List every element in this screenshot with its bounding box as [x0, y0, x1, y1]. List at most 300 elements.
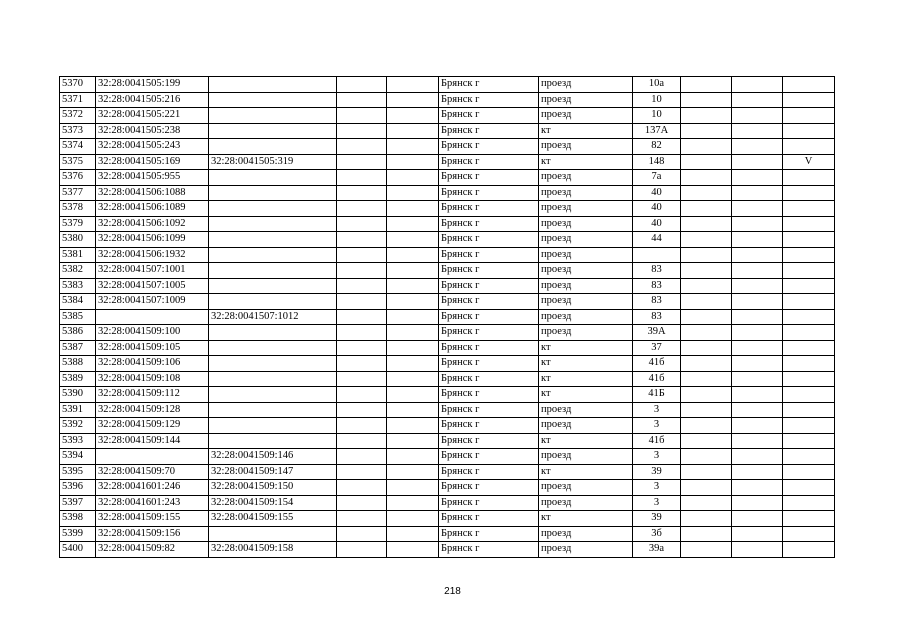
empty-cell: [337, 464, 387, 480]
street-type-cell: проезд: [539, 185, 633, 201]
related-cadastral-number-cell: [209, 356, 337, 372]
related-cadastral-number-cell: [209, 201, 337, 217]
related-cadastral-number-cell: [209, 139, 337, 155]
table-row: [60, 325, 835, 341]
cadastral-number-cell: 32:28:0041509:128: [96, 402, 209, 418]
table-row: [60, 433, 835, 449]
empty-cell: [387, 294, 439, 310]
empty-cell: [732, 278, 783, 294]
empty-cell: [681, 108, 732, 124]
empty-cell: [681, 480, 732, 496]
city-cell: Брянск г: [439, 139, 539, 155]
city-cell: Брянск г: [439, 325, 539, 341]
house-number-cell: 3: [633, 495, 681, 511]
related-cadastral-number-cell: 32:28:0041509:154: [209, 495, 337, 511]
mark-cell: [783, 526, 835, 542]
mark-cell: [783, 77, 835, 93]
cadastral-number-cell: 32:28:0041601:243: [96, 495, 209, 511]
mark-cell: [783, 92, 835, 108]
cadastral-number-cell: 32:28:0041509:100: [96, 325, 209, 341]
cadastral-number-cell: 32:28:0041505:238: [96, 123, 209, 139]
row-number-cell: 5392: [60, 418, 96, 434]
empty-cell: [681, 77, 732, 93]
row-number-cell: 5394: [60, 449, 96, 465]
related-cadastral-number-cell: [209, 340, 337, 356]
related-cadastral-number-cell: 32:28:0041507:1012: [209, 309, 337, 325]
empty-cell: [387, 92, 439, 108]
empty-cell: [732, 139, 783, 155]
table-row: [60, 418, 835, 434]
cadastral-number-cell: 32:28:0041509:156: [96, 526, 209, 542]
empty-cell: [732, 247, 783, 263]
empty-cell: [681, 139, 732, 155]
related-cadastral-number-cell: [209, 371, 337, 387]
cadastral-number-cell: 32:28:0041509:106: [96, 356, 209, 372]
empty-cell: [681, 170, 732, 186]
street-type-cell: проезд: [539, 309, 633, 325]
related-cadastral-number-cell: [209, 387, 337, 403]
empty-cell: [337, 185, 387, 201]
table-row: [60, 154, 835, 170]
street-type-cell: проезд: [539, 278, 633, 294]
house-number-cell: 40: [633, 216, 681, 232]
city-cell: Брянск г: [439, 247, 539, 263]
empty-cell: [732, 371, 783, 387]
empty-cell: [337, 433, 387, 449]
city-cell: Брянск г: [439, 92, 539, 108]
cadastral-number-cell: 32:28:0041505:169: [96, 154, 209, 170]
city-cell: Брянск г: [439, 526, 539, 542]
cadastral-number-cell: 32:28:0041505:199: [96, 77, 209, 93]
empty-cell: [732, 356, 783, 372]
mark-cell: [783, 433, 835, 449]
table-row: [60, 495, 835, 511]
row-number-cell: 5397: [60, 495, 96, 511]
table-row: [60, 340, 835, 356]
empty-cell: [681, 418, 732, 434]
street-type-cell: проезд: [539, 232, 633, 248]
house-number-cell: 137А: [633, 123, 681, 139]
related-cadastral-number-cell: [209, 232, 337, 248]
empty-cell: [387, 542, 439, 558]
house-number-cell: 10: [633, 108, 681, 124]
house-number-cell: 3б: [633, 526, 681, 542]
table-row: [60, 371, 835, 387]
empty-cell: [337, 449, 387, 465]
empty-cell: [387, 526, 439, 542]
empty-cell: [387, 278, 439, 294]
empty-cell: [387, 495, 439, 511]
house-number-cell: 40: [633, 201, 681, 217]
house-number-cell: 3: [633, 449, 681, 465]
row-number-cell: 5389: [60, 371, 96, 387]
row-number-cell: 5390: [60, 387, 96, 403]
related-cadastral-number-cell: 32:28:0041509:146: [209, 449, 337, 465]
cadastral-number-cell: 32:28:0041506:1932: [96, 247, 209, 263]
row-number-cell: 5375: [60, 154, 96, 170]
empty-cell: [732, 480, 783, 496]
related-cadastral-number-cell: 32:28:0041505:319: [209, 154, 337, 170]
empty-cell: [387, 170, 439, 186]
house-number-cell: 83: [633, 278, 681, 294]
table-row: [60, 263, 835, 279]
related-cadastral-number-cell: [209, 418, 337, 434]
city-cell: Брянск г: [439, 402, 539, 418]
street-type-cell: проезд: [539, 216, 633, 232]
mark-cell: [783, 325, 835, 341]
table-row: [60, 387, 835, 403]
related-cadastral-number-cell: [209, 402, 337, 418]
mark-cell: [783, 480, 835, 496]
house-number-cell: 39: [633, 464, 681, 480]
related-cadastral-number-cell: [209, 216, 337, 232]
street-type-cell: проезд: [539, 139, 633, 155]
empty-cell: [387, 480, 439, 496]
mark-cell: [783, 464, 835, 480]
table-row: [60, 480, 835, 496]
house-number-cell: 41б: [633, 371, 681, 387]
city-cell: Брянск г: [439, 387, 539, 403]
empty-cell: [732, 464, 783, 480]
city-cell: Брянск г: [439, 418, 539, 434]
street-type-cell: проезд: [539, 526, 633, 542]
empty-cell: [337, 526, 387, 542]
empty-cell: [732, 170, 783, 186]
mark-cell: [783, 185, 835, 201]
cadastral-number-cell: [96, 309, 209, 325]
street-type-cell: проезд: [539, 170, 633, 186]
city-cell: Брянск г: [439, 216, 539, 232]
related-cadastral-number-cell: [209, 263, 337, 279]
empty-cell: [732, 495, 783, 511]
city-cell: Брянск г: [439, 123, 539, 139]
table-row: [60, 356, 835, 372]
house-number-cell: 3: [633, 480, 681, 496]
mark-cell: [783, 402, 835, 418]
empty-cell: [387, 77, 439, 93]
table-row: [60, 185, 835, 201]
house-number-cell: 83: [633, 309, 681, 325]
house-number-cell: 82: [633, 139, 681, 155]
empty-cell: [681, 278, 732, 294]
empty-cell: [681, 247, 732, 263]
table-row: [60, 201, 835, 217]
house-number-cell: [633, 247, 681, 263]
empty-cell: [337, 340, 387, 356]
related-cadastral-number-cell: [209, 247, 337, 263]
mark-cell: [783, 309, 835, 325]
related-cadastral-number-cell: [209, 294, 337, 310]
mark-cell: [783, 371, 835, 387]
empty-cell: [387, 418, 439, 434]
cadastral-number-cell: 32:28:0041509:105: [96, 340, 209, 356]
row-number-cell: 5372: [60, 108, 96, 124]
row-number-cell: 5383: [60, 278, 96, 294]
house-number-cell: 3: [633, 402, 681, 418]
empty-cell: [732, 77, 783, 93]
street-type-cell: проезд: [539, 418, 633, 434]
cadastral-number-cell: 32:28:0041505:221: [96, 108, 209, 124]
street-type-cell: проезд: [539, 77, 633, 93]
cadastral-number-cell: 32:28:0041509:82: [96, 542, 209, 558]
city-cell: Брянск г: [439, 480, 539, 496]
empty-cell: [337, 170, 387, 186]
empty-cell: [387, 247, 439, 263]
empty-cell: [337, 402, 387, 418]
empty-cell: [732, 433, 783, 449]
empty-cell: [387, 309, 439, 325]
street-type-cell: проезд: [539, 92, 633, 108]
cadastral-number-cell: 32:28:0041506:1092: [96, 216, 209, 232]
mark-cell: [783, 387, 835, 403]
city-cell: Брянск г: [439, 232, 539, 248]
empty-cell: [732, 325, 783, 341]
city-cell: Брянск г: [439, 495, 539, 511]
mark-cell: [783, 247, 835, 263]
table-row: [60, 511, 835, 527]
street-type-cell: кт: [539, 511, 633, 527]
mark-cell: [783, 449, 835, 465]
city-cell: Брянск г: [439, 356, 539, 372]
mark-cell: [783, 294, 835, 310]
row-number-cell: 5379: [60, 216, 96, 232]
empty-cell: [681, 123, 732, 139]
empty-cell: [387, 340, 439, 356]
table-row: [60, 402, 835, 418]
empty-cell: [387, 232, 439, 248]
empty-cell: [337, 77, 387, 93]
empty-cell: [387, 433, 439, 449]
row-number-cell: 5399: [60, 526, 96, 542]
row-number-cell: 5400: [60, 542, 96, 558]
city-cell: Брянск г: [439, 340, 539, 356]
city-cell: Брянск г: [439, 154, 539, 170]
house-number-cell: 10: [633, 92, 681, 108]
empty-cell: [681, 216, 732, 232]
related-cadastral-number-cell: [209, 325, 337, 341]
mark-cell: [783, 340, 835, 356]
cadastral-number-cell: 32:28:0041507:1009: [96, 294, 209, 310]
table-row: [60, 526, 835, 542]
cadastral-number-cell: 32:28:0041506:1099: [96, 232, 209, 248]
table-row: [60, 92, 835, 108]
row-number-cell: 5380: [60, 232, 96, 248]
table-body: [60, 77, 835, 558]
empty-cell: [681, 325, 732, 341]
table-row: [60, 108, 835, 124]
city-cell: Брянск г: [439, 433, 539, 449]
empty-cell: [337, 325, 387, 341]
table-row: [60, 216, 835, 232]
cadastral-number-cell: 32:28:0041509:112: [96, 387, 209, 403]
row-number-cell: 5398: [60, 511, 96, 527]
row-number-cell: 5370: [60, 77, 96, 93]
street-type-cell: кт: [539, 387, 633, 403]
empty-cell: [732, 232, 783, 248]
cadastral-number-cell: 32:28:0041601:246: [96, 480, 209, 496]
table-row: [60, 449, 835, 465]
cadastral-number-cell: 32:28:0041509:129: [96, 418, 209, 434]
empty-cell: [681, 371, 732, 387]
mark-cell: [783, 123, 835, 139]
row-number-cell: 5388: [60, 356, 96, 372]
empty-cell: [732, 542, 783, 558]
empty-cell: [337, 247, 387, 263]
empty-cell: [337, 123, 387, 139]
empty-cell: [681, 495, 732, 511]
mark-cell: [783, 495, 835, 511]
empty-cell: [681, 294, 732, 310]
empty-cell: [387, 154, 439, 170]
empty-cell: [337, 139, 387, 155]
empty-cell: [681, 309, 732, 325]
mark-cell: [783, 418, 835, 434]
empty-cell: [732, 123, 783, 139]
empty-cell: [337, 263, 387, 279]
row-number-cell: 5387: [60, 340, 96, 356]
related-cadastral-number-cell: 32:28:0041509:147: [209, 464, 337, 480]
empty-cell: [337, 108, 387, 124]
empty-cell: [732, 309, 783, 325]
related-cadastral-number-cell: [209, 123, 337, 139]
related-cadastral-number-cell: [209, 278, 337, 294]
table-row: [60, 139, 835, 155]
house-number-cell: 83: [633, 294, 681, 310]
mark-cell: [783, 232, 835, 248]
table-row: [60, 278, 835, 294]
empty-cell: [681, 356, 732, 372]
street-type-cell: проезд: [539, 108, 633, 124]
table-row: [60, 309, 835, 325]
empty-cell: [337, 495, 387, 511]
empty-cell: [387, 511, 439, 527]
page-number: 218: [444, 586, 461, 597]
city-cell: Брянск г: [439, 263, 539, 279]
row-number-cell: 5374: [60, 139, 96, 155]
empty-cell: [337, 418, 387, 434]
house-number-cell: 37: [633, 340, 681, 356]
empty-cell: [732, 294, 783, 310]
street-type-cell: проезд: [539, 480, 633, 496]
table-row: [60, 542, 835, 558]
empty-cell: [732, 449, 783, 465]
city-cell: Брянск г: [439, 108, 539, 124]
data-table: [59, 76, 835, 558]
cadastral-number-cell: 32:28:0041509:144: [96, 433, 209, 449]
street-type-cell: кт: [539, 356, 633, 372]
empty-cell: [387, 263, 439, 279]
cadastral-number-cell: 32:28:0041505:955: [96, 170, 209, 186]
cadastral-number-cell: 32:28:0041505:216: [96, 92, 209, 108]
house-number-cell: 83: [633, 263, 681, 279]
empty-cell: [337, 309, 387, 325]
row-number-cell: 5393: [60, 433, 96, 449]
empty-cell: [732, 108, 783, 124]
row-number-cell: 5396: [60, 480, 96, 496]
city-cell: Брянск г: [439, 542, 539, 558]
street-type-cell: кт: [539, 123, 633, 139]
empty-cell: [681, 433, 732, 449]
empty-cell: [732, 154, 783, 170]
empty-cell: [681, 263, 732, 279]
empty-cell: [387, 216, 439, 232]
related-cadastral-number-cell: [209, 433, 337, 449]
street-type-cell: проезд: [539, 201, 633, 217]
related-cadastral-number-cell: 32:28:0041509:150: [209, 480, 337, 496]
empty-cell: [732, 526, 783, 542]
empty-cell: [387, 387, 439, 403]
city-cell: Брянск г: [439, 185, 539, 201]
city-cell: Брянск г: [439, 294, 539, 310]
house-number-cell: 40: [633, 185, 681, 201]
empty-cell: [681, 232, 732, 248]
street-type-cell: проезд: [539, 294, 633, 310]
empty-cell: [387, 123, 439, 139]
house-number-cell: 44: [633, 232, 681, 248]
empty-cell: [732, 185, 783, 201]
empty-cell: [337, 542, 387, 558]
table-row: [60, 170, 835, 186]
empty-cell: [387, 325, 439, 341]
empty-cell: [732, 201, 783, 217]
empty-cell: [387, 108, 439, 124]
empty-cell: [732, 402, 783, 418]
related-cadastral-number-cell: [209, 526, 337, 542]
empty-cell: [337, 511, 387, 527]
empty-cell: [337, 232, 387, 248]
empty-cell: [337, 371, 387, 387]
street-type-cell: кт: [539, 154, 633, 170]
related-cadastral-number-cell: [209, 170, 337, 186]
row-number-cell: 5395: [60, 464, 96, 480]
table-row: [60, 232, 835, 248]
empty-cell: [387, 402, 439, 418]
row-number-cell: 5376: [60, 170, 96, 186]
related-cadastral-number-cell: [209, 108, 337, 124]
empty-cell: [732, 511, 783, 527]
cadastral-number-cell: 32:28:0041509:108: [96, 371, 209, 387]
house-number-cell: 41Б: [633, 387, 681, 403]
cadastral-number-cell: 32:28:0041507:1005: [96, 278, 209, 294]
city-cell: Брянск г: [439, 278, 539, 294]
empty-cell: [387, 371, 439, 387]
row-number-cell: 5373: [60, 123, 96, 139]
table-row: [60, 77, 835, 93]
city-cell: Брянск г: [439, 449, 539, 465]
empty-cell: [732, 216, 783, 232]
mark-cell: [783, 511, 835, 527]
related-cadastral-number-cell: 32:28:0041509:158: [209, 542, 337, 558]
row-number-cell: 5377: [60, 185, 96, 201]
mark-cell: [783, 278, 835, 294]
city-cell: Брянск г: [439, 201, 539, 217]
empty-cell: [732, 340, 783, 356]
related-cadastral-number-cell: 32:28:0041509:155: [209, 511, 337, 527]
mark-cell: [783, 263, 835, 279]
table-row: [60, 123, 835, 139]
city-cell: Брянск г: [439, 77, 539, 93]
street-type-cell: проезд: [539, 542, 633, 558]
mark-cell: [783, 108, 835, 124]
row-number-cell: 5378: [60, 201, 96, 217]
row-number-cell: 5384: [60, 294, 96, 310]
empty-cell: [681, 154, 732, 170]
table-row: [60, 247, 835, 263]
empty-cell: [337, 201, 387, 217]
street-type-cell: проезд: [539, 495, 633, 511]
mark-cell: [783, 139, 835, 155]
cadastral-number-cell: 32:28:0041506:1088: [96, 185, 209, 201]
